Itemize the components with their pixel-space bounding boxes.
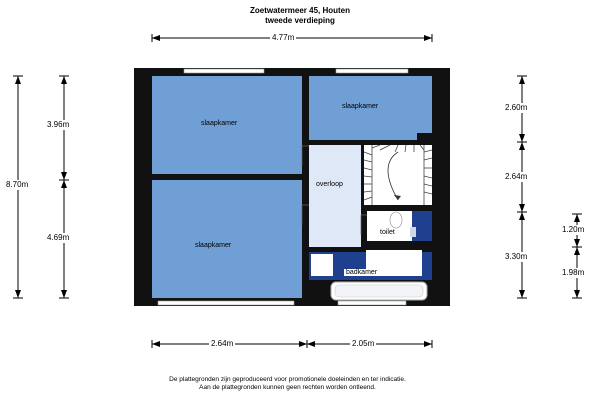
right-dim-1-label: 2.60m [505, 103, 528, 112]
left-upper-label: 3.96m [47, 120, 70, 129]
top-width-label: 4.77m [272, 33, 295, 42]
left-total-label: 8.70m [6, 180, 29, 189]
staircase [364, 145, 432, 205]
bedroom-2-area [152, 180, 302, 298]
left-lower-label: 4.69m [47, 233, 70, 242]
washbasin [311, 254, 333, 276]
room-landing: overloop [316, 181, 343, 188]
room-toilet: toilet [380, 229, 395, 236]
toilet-bowl [390, 212, 402, 228]
landing-area [309, 145, 361, 247]
disclaimer-line-2: Aan de plattegronden kunnen geen rechten worden ontleend. [199, 384, 376, 391]
toilet-area [367, 211, 412, 241]
room-bedroom-3: slaapkamer [342, 103, 379, 110]
right-dim-2-label: 2.64m [505, 172, 528, 181]
plan-address: Zoetwatermeer 45, Houten [249, 6, 351, 15]
bottom-left-label: 2.64m [211, 339, 234, 348]
room-bedroom-1: slaapkamer [201, 120, 238, 127]
far-right-dim-1-label: 1.20m [562, 225, 585, 234]
right-dim-3-label: 3.30m [505, 252, 528, 261]
room-bedroom-2: slaapkamer [195, 242, 232, 249]
disclaimer-line-1: De plattegronden zijn geproduceerd voor promotionele doeleinden en ter indicatie. [169, 376, 406, 383]
plan-floor-name: tweede verdieping [265, 16, 335, 25]
room-bathroom: badkamer [346, 269, 378, 276]
bottom-right-label: 2.05m [352, 339, 375, 348]
far-right-dim-2-label: 1.98m [562, 268, 585, 277]
